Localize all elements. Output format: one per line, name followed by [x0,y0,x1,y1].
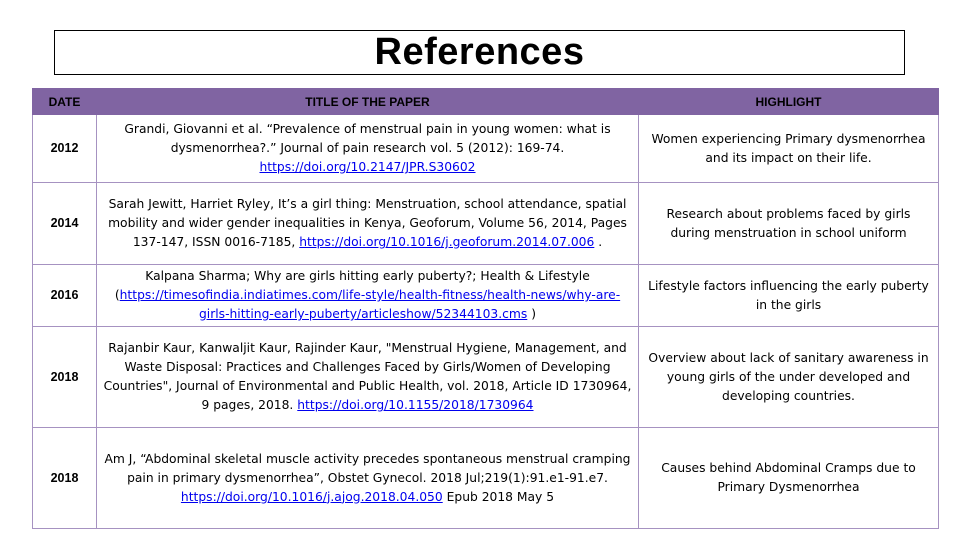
citation-text: Grandi, Giovanni et al. “Prevalence of menstrual pain in young women: what is dysmenorrhea?.” Journal of pain research vol. 5 (2012): 169-74. [124,122,611,155]
citation-text: Am J, “Abdominal skeletal muscle activity precedes spontaneous menstrual cramping pain in primary dysmenorrhea”, Obstet Gynecol. 2018 Jul;219(1):91.e1-91.e7. [104,451,631,485]
table-row [33,428,939,529]
article-link[interactable]: https://timesofindia.indiatimes.com/life-style/health-fitness/health-news/why-are-girls-hitting-early-puberty/articleshow/52344103.cms [119,288,621,321]
citation-suffix: Epub 2018 May 5 [442,489,555,504]
table-row [33,115,939,183]
title-box [54,30,905,75]
row-title [97,327,639,428]
doi-link[interactable]: https://doi.org/10.1016/j.geoforum.2014.07.006 [299,235,595,249]
citation-suffix: ) [527,307,537,321]
table-row [33,265,939,327]
row-highlight: Lifestyle factors influencing the early puberty in the girls [639,265,939,327]
row-highlight: Women experiencing Primary dysmenorrhea and its impact on their life. [639,115,939,183]
citation-text: Sarah Jewitt, Harriet Ryley, It’s a girl thing: Menstruation, school attendance, spatial mobility and wider gender inequalities in Kenya, Geoforum, Volume 56, 2014, Pages 137-147, ISSN 0016-7185, [108,197,627,249]
citation-suffix: . [594,235,603,249]
doi-link[interactable]: https://doi.org/10.1155/2018/1730964 [297,398,534,412]
row-date: 2016 [33,265,97,327]
row-date: 2014 [33,183,97,265]
row-date: 2012 [33,115,97,183]
row-title [97,115,639,183]
row-highlight: Causes behind Abdominal Cramps due to Primary Dysmenorrhea [639,428,939,529]
doi-link[interactable]: https://doi.org/10.1016/j.ajog.2018.04.050 [180,489,443,504]
references-table [32,88,939,529]
row-highlight: Overview about lack of sanitary awareness in young girls of the under developed and developing countries. [639,327,939,428]
header-highlight: HIGHLIGHT [639,89,939,115]
row-title [97,183,639,265]
header-title: TITLE OF THE PAPER [97,89,639,115]
row-title [97,265,639,327]
table-row [33,327,939,428]
row-title [97,428,639,529]
page-title: References [374,31,585,73]
doi-link[interactable]: https://doi.org/10.2147/JPR.S30602 [259,160,476,174]
table-header-row [33,89,939,115]
row-date: 2018 [33,428,97,529]
row-highlight: Research about problems faced by girls during menstruation in school uniform [639,183,939,265]
row-date: 2018 [33,327,97,428]
table-row [33,183,939,265]
citation-text: Kalpana Sharma; Why are girls hitting early puberty?; Health & Lifestyle ( [114,269,590,302]
citation-text: Rajanbir Kaur, Kanwaljit Kaur, Rajinder Kaur, "Menstrual Hygiene, Management, and Waste Disposal: Practices and Challenges Faced by Girls/Women of Developing Countries", Journal of Environmental and Public Health, vol. 2018, Article ID 1730964, 9 pages, 2018. [103,341,632,412]
header-date: DATE [33,89,97,115]
